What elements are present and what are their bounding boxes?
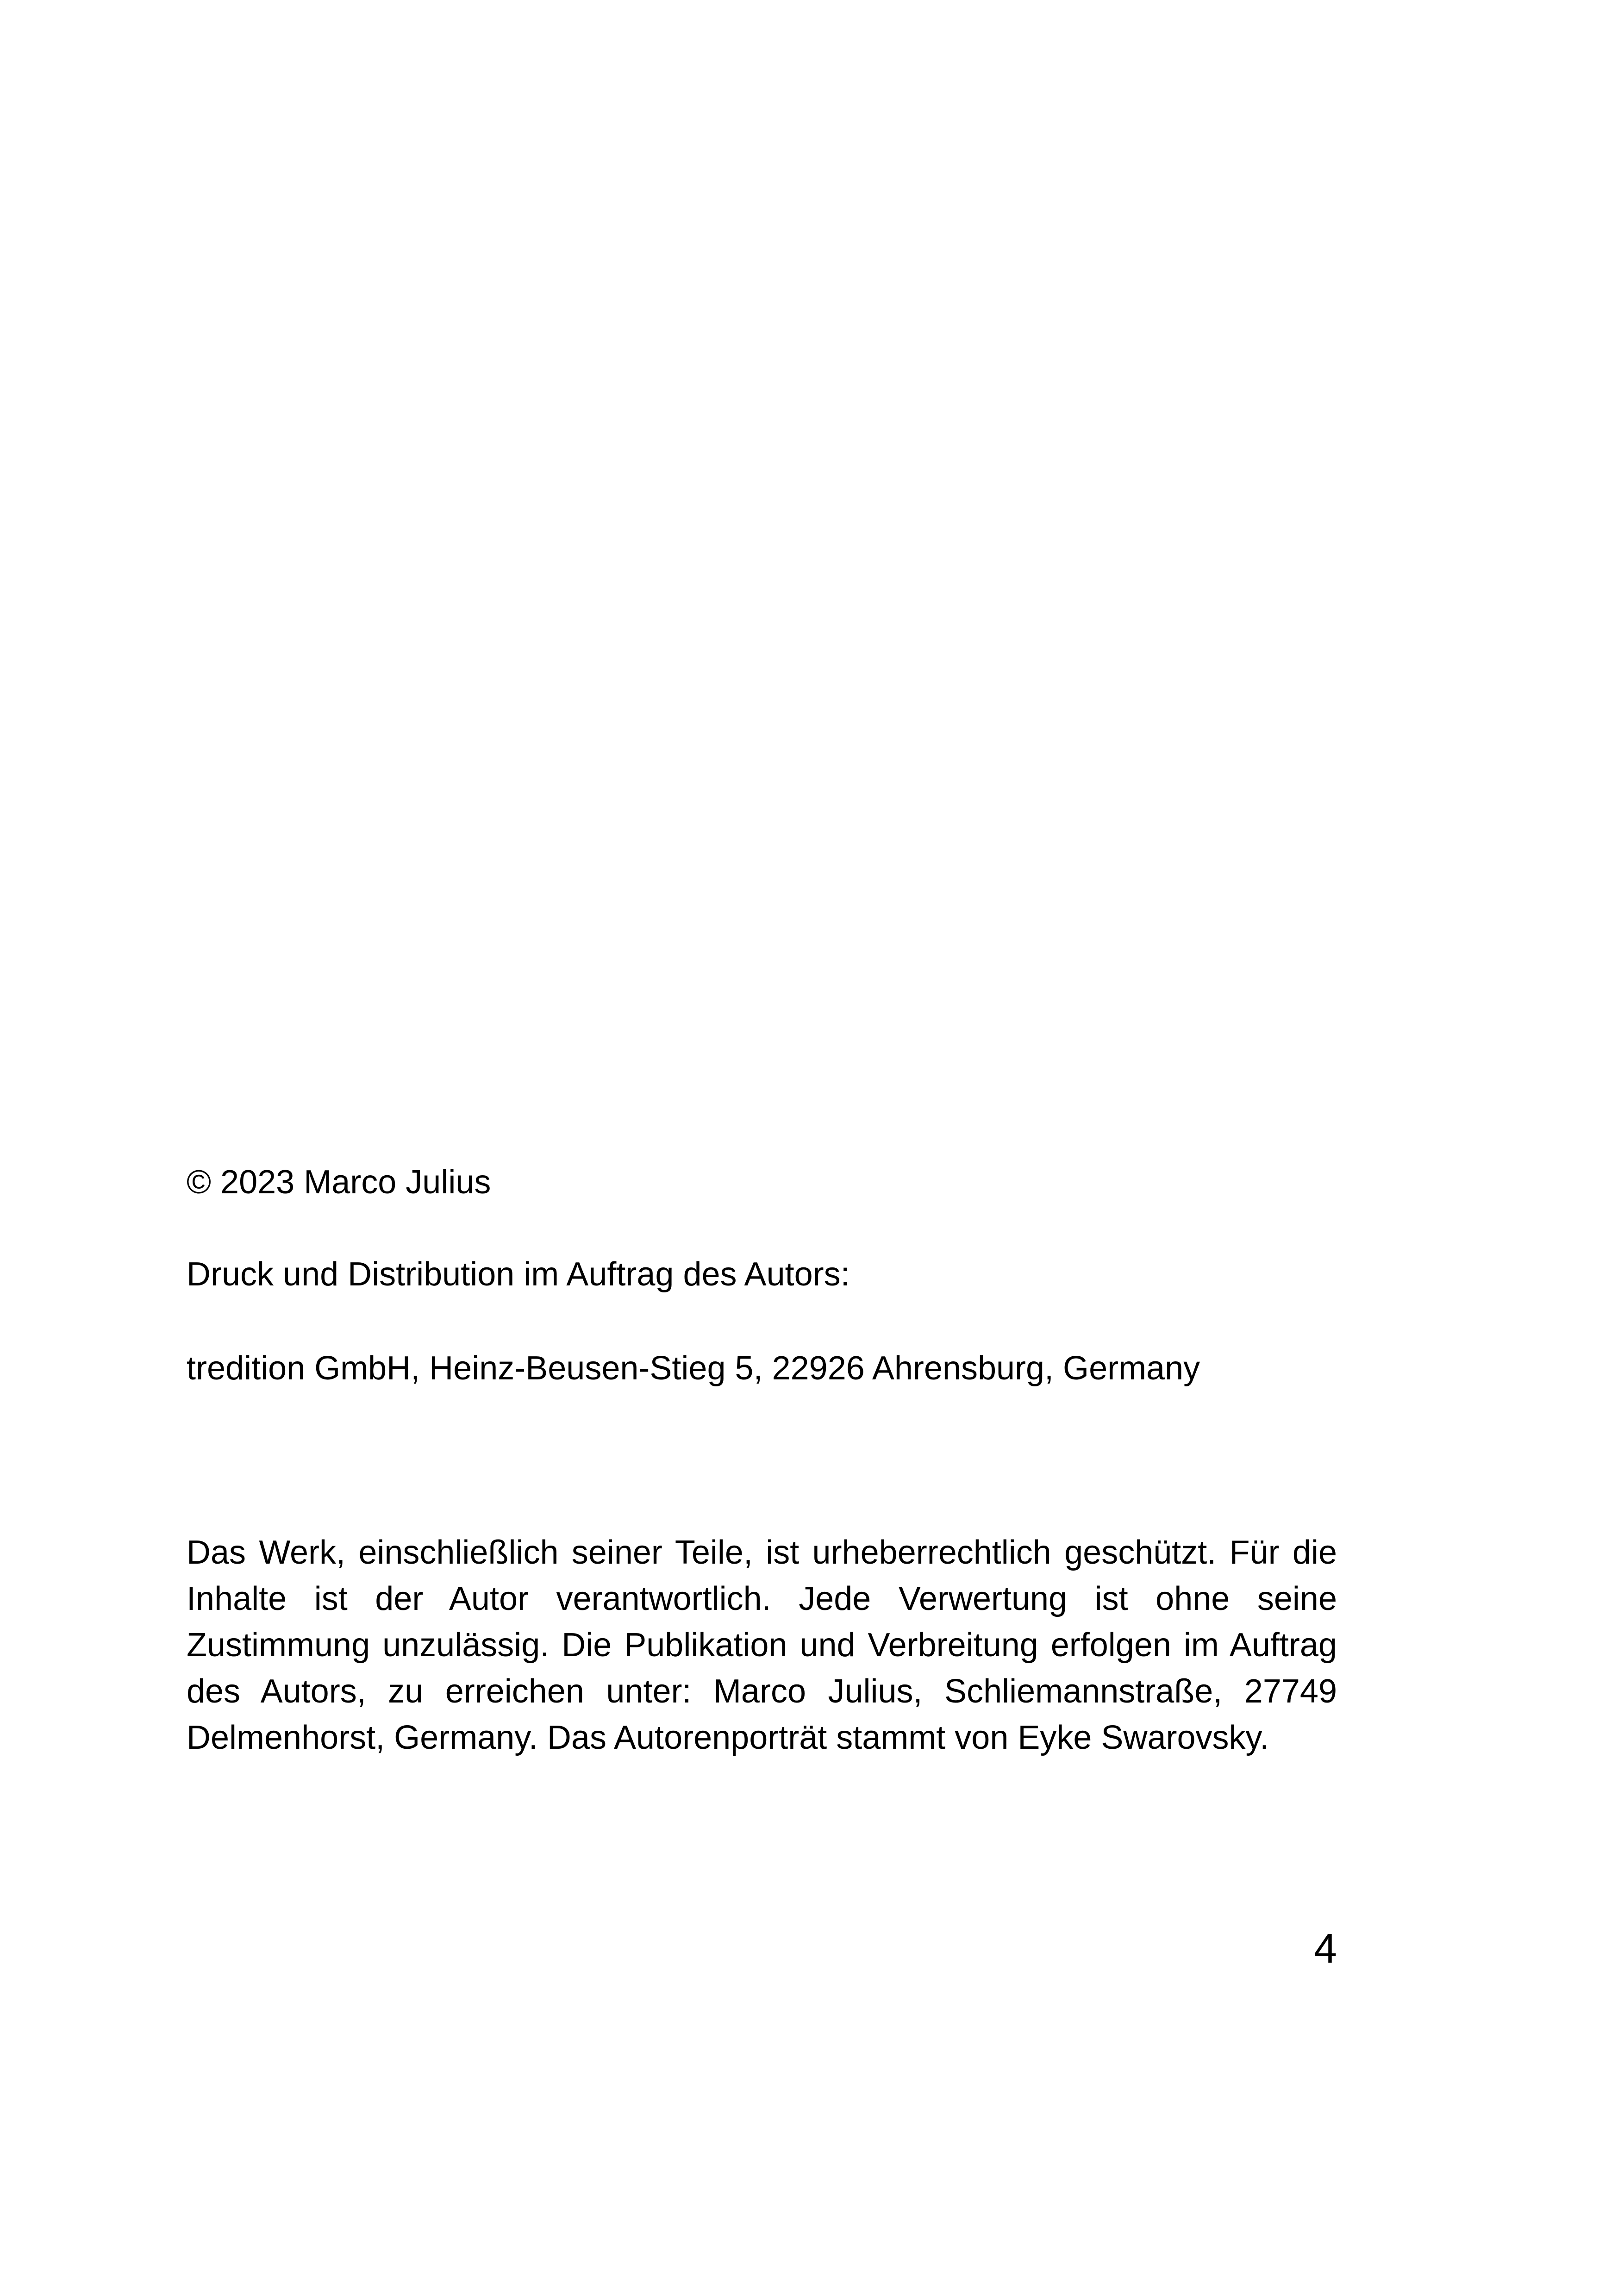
print-distribution-label: Druck und Distribution im Auftrag des Autors:: [187, 1256, 850, 1293]
publisher-address: tredition GmbH, Heinz-Beusen-Stieg 5, 22926 Ahrensburg, Germany: [187, 1350, 1200, 1387]
page-number: 4: [1313, 1926, 1337, 1972]
copyright-notice: © 2023 Marco Julius: [187, 1164, 491, 1201]
legal-notice-paragraph: Das Werk, einschließlich seiner Teile, ist urheberrechtlich geschützt. Für die Inhalte ist der Autor verantwortlich. Jede Verwertung ist ohne seine Zustimmung unzulässig. Die Publikation und Verbreitung erfolgen im Auftrag des Autors, zu erreichen unter: Marco Julius, Schliemannstraße, 27749 Delmenhorst, Germany. Das Autorenporträt stammt von Eyke Swarovsky.: [187, 1534, 1337, 1756]
